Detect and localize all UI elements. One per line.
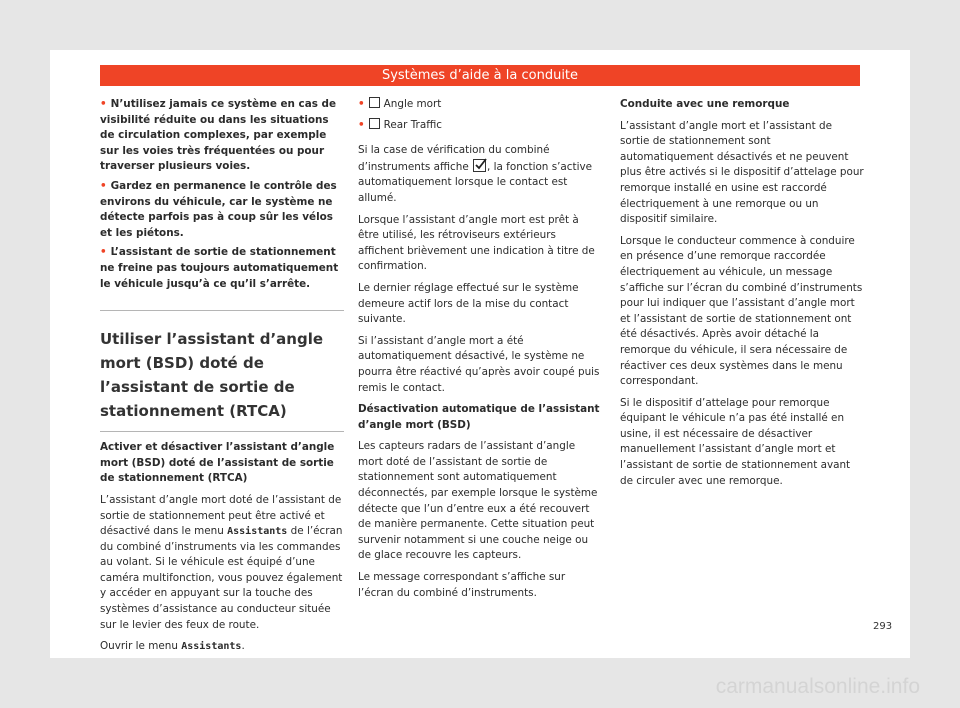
option-angle-mort: • Angle mort [358, 98, 442, 110]
open-menu-paragraph: Ouvrir le menu Assistants. [100, 640, 245, 653]
paragraph: Le dernier réglage effectué sur le système demeure actif lors de la mise du contact suivante. [358, 281, 579, 326]
column-right [620, 97, 864, 495]
paragraph: Les capteurs radars de l’assistant d’angle mort doté de l’assistant de sortie de stationnement sont automatiquement déconnectés, par exemple lorsque le système détecte que l’un d’entre eux a été recouvert de manière permanente. Cette situation peut survenir notamment si une couche neige ou de glace recouvre les capteurs. [358, 440, 598, 562]
column-left [100, 97, 344, 661]
activate-subtitle: Activer et désactiver l’assistant d’angle mort (BSD) doté de l’assistant de sortie de stationnement (RTCA) [100, 441, 335, 485]
activate-paragraph: L’assistant d’angle mort doté de l’assistant de sortie de stationnement peut être activé et désactivé dans le menu Assistants de l’écran du combiné d’instruments via les commandes au volant. Si le véhicule est équipé d’une caméra multifonction, vous pouvez également y accéder en appuyant sur la touche des systèmes d’assistance au conducteur située sur le levier des feux de route. [100, 493, 343, 631]
warning-item: • L’assistant de sortie de stationnement ne freine pas toujours automatiquement le véhicule jusqu’à ce qu’il s’arrête. [100, 246, 339, 290]
paragraph: L’assistant d’angle mort et l’assistant de sortie de stationnement sont automatiquement désactivés et ne peuvent plus être activés si le dispositif d’attelage pour remorque installé en usine est raccordé électriquement à une remorque ou un dispositif similaire. [620, 119, 864, 226]
warning-list [100, 97, 344, 292]
paragraph: Si la case de vérification du combiné d’instruments affiche , la fonction s’active automatiquement lorsque le contact est allumé. [358, 144, 592, 204]
paragraph: Lorsque le conducteur commence à conduire en présence d’une remorque raccordée électriquement au véhicule, un message s’affiche sur l’écran du combiné d’instruments pour lui indiquer que l’assistant d’angle mort et l’assistant de sortie de stationnement ont été désactivés. Après avoir détaché la remorque du véhicule, il sera nécessaire de réactiver ces deux systèmes dans le menu correspondant. [620, 234, 863, 388]
paragraph: Le message correspondant s’affiche sur l’écran du combiné d’instruments. [358, 571, 566, 599]
option-rear-traffic: • Rear Traffic [358, 118, 442, 131]
bullet-icon: • [100, 98, 107, 110]
checkbox-icon [369, 118, 380, 129]
menu-name: Assistants [181, 641, 242, 653]
column-middle [358, 97, 602, 607]
trailer-subtitle: Conduite avec une remorque [620, 98, 790, 110]
section-title: Utiliser l’assistant d’angle mort (BSD) doté de l’assistant de sortie de stationnement (RTCA) [100, 327, 344, 432]
bullet-icon: • [100, 246, 107, 259]
warning-item: • Gardez en permanence le contrôle des environs du véhicule, car le système ne détecte parfois pas à coup sûr les vélos et les piétons. [100, 179, 337, 239]
bullet-icon: • [358, 118, 365, 131]
bullet-icon: • [358, 98, 365, 110]
deactivation-subtitle: Désactivation automatique de l’assistant d’angle mort (BSD) [358, 403, 600, 431]
page-number: 293 [873, 621, 893, 632]
warning-item: • N’utilisez jamais ce système en cas de visibilité réduite ou dans les situations de circulation complexes, par exemple sur les voies très fréquentées ou pour traverser plusieurs voies. [100, 98, 337, 173]
checkbox-icon [369, 97, 380, 108]
menu-name: Assistants [227, 526, 288, 538]
checked-box-icon [473, 159, 486, 172]
bullet-icon: • [100, 179, 107, 192]
paragraph: Lorsque l’assistant d’angle mort est prêt à être utilisé, les rétroviseurs extérieurs affichent brièvement une indication à titre de confirmation. [358, 213, 595, 273]
watermark: carmanualsonline.info [715, 675, 920, 698]
paragraph: Si le dispositif d’attelage pour remorque équipant le véhicule n’a pas été installé en usine, il est nécessaire de désactiver manuellement l’assistant d’angle mort et l’assistant de sortie de stationnement avant de circuler avec une remorque. [620, 396, 851, 487]
section-header-banner: Systèmes d’aide à la conduite [100, 65, 860, 86]
warning-box [100, 97, 344, 311]
paragraph: Si l’assistant d’angle mort a été automatiquement désactivé, le système ne pourra être réactivé qu’après avoir coupé puis remis le contact. [358, 334, 600, 394]
